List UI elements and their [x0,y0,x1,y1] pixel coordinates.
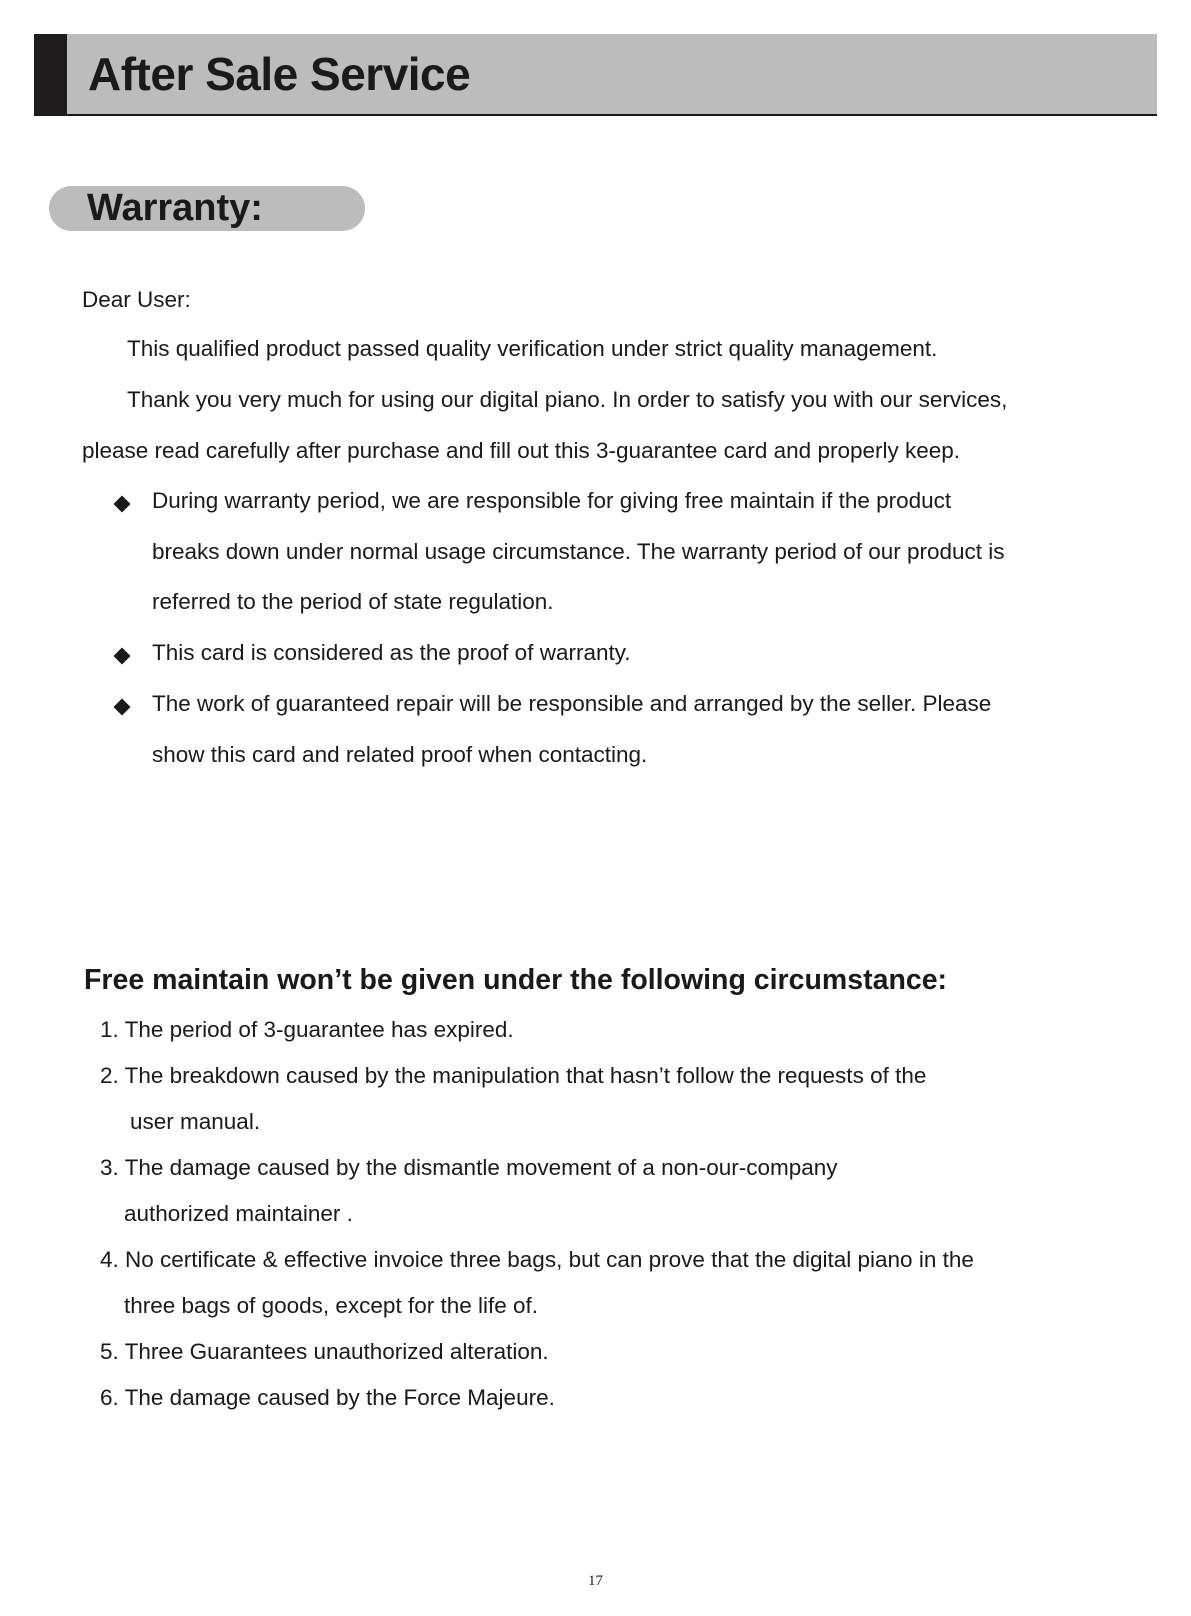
exclusion-item-2-line-1: 2. The breakdown caused by the manipulation that hasn’t follow the requests of the [100,1063,927,1088]
exclusion-item-6: 6. The damage caused by the Force Majeure. [100,1385,555,1410]
warranty-bullet-1-line-1: During warranty period, we are responsible for giving free maintain if the product [152,488,952,513]
diamond-bullet-icon [114,648,131,665]
salutation: Dear User: [82,287,191,312]
thanks-paragraph-line-2: please read carefully after purchase and fill out this 3-guarantee card and properly keep. [82,438,961,463]
exclusion-item-3-line-2: authorized maintainer . [124,1201,353,1226]
warranty-section-label [49,186,365,231]
exclusions-heading: Free maintain won’t be given under the following circumstance: [84,964,948,996]
page-header-bar [34,34,1157,116]
warranty-heading: Warranty: [87,187,263,229]
warranty-bullet-3-line-2: show this card and related proof when contacting. [152,742,648,767]
exclusion-item-2-line-2: user manual. [130,1109,261,1134]
diamond-bullet-icon [114,699,131,716]
warranty-bullet-3-line-1: The work of guaranteed repair will be responsible and arranged by the seller. Please [152,691,992,716]
exclusion-item-3-line-1: 3. The damage caused by the dismantle movement of a non-our-company [100,1155,838,1180]
exclusion-item-5: 5. Three Guarantees unauthorized alteration. [100,1339,549,1364]
warranty-bullet-1-line-2: breaks down under normal usage circumstance. The warranty period of our product is [152,539,1005,564]
warranty-bullet-1-line-3: referred to the period of state regulation. [152,589,554,614]
diamond-bullet-icon [114,496,131,513]
page-number: 17 [588,1573,603,1589]
exclusion-item-4-line-1: 4. No certificate & effective invoice three bags, but can prove that the digital piano in the [100,1247,974,1272]
page-title: After Sale Service [88,48,471,100]
quality-paragraph: This qualified product passed quality verification under strict quality management. [127,336,938,361]
header-accent-block [34,34,67,114]
thanks-paragraph-line-1: Thank you very much for using our digital piano. In order to satisfy you with our services, [127,387,1008,412]
exclusion-item-4-line-2: three bags of goods, except for the life of. [124,1293,539,1318]
exclusion-item-1: 1. The period of 3-guarantee has expired. [100,1017,514,1042]
warranty-bullet-2-line-1: This card is considered as the proof of warranty. [152,640,631,665]
